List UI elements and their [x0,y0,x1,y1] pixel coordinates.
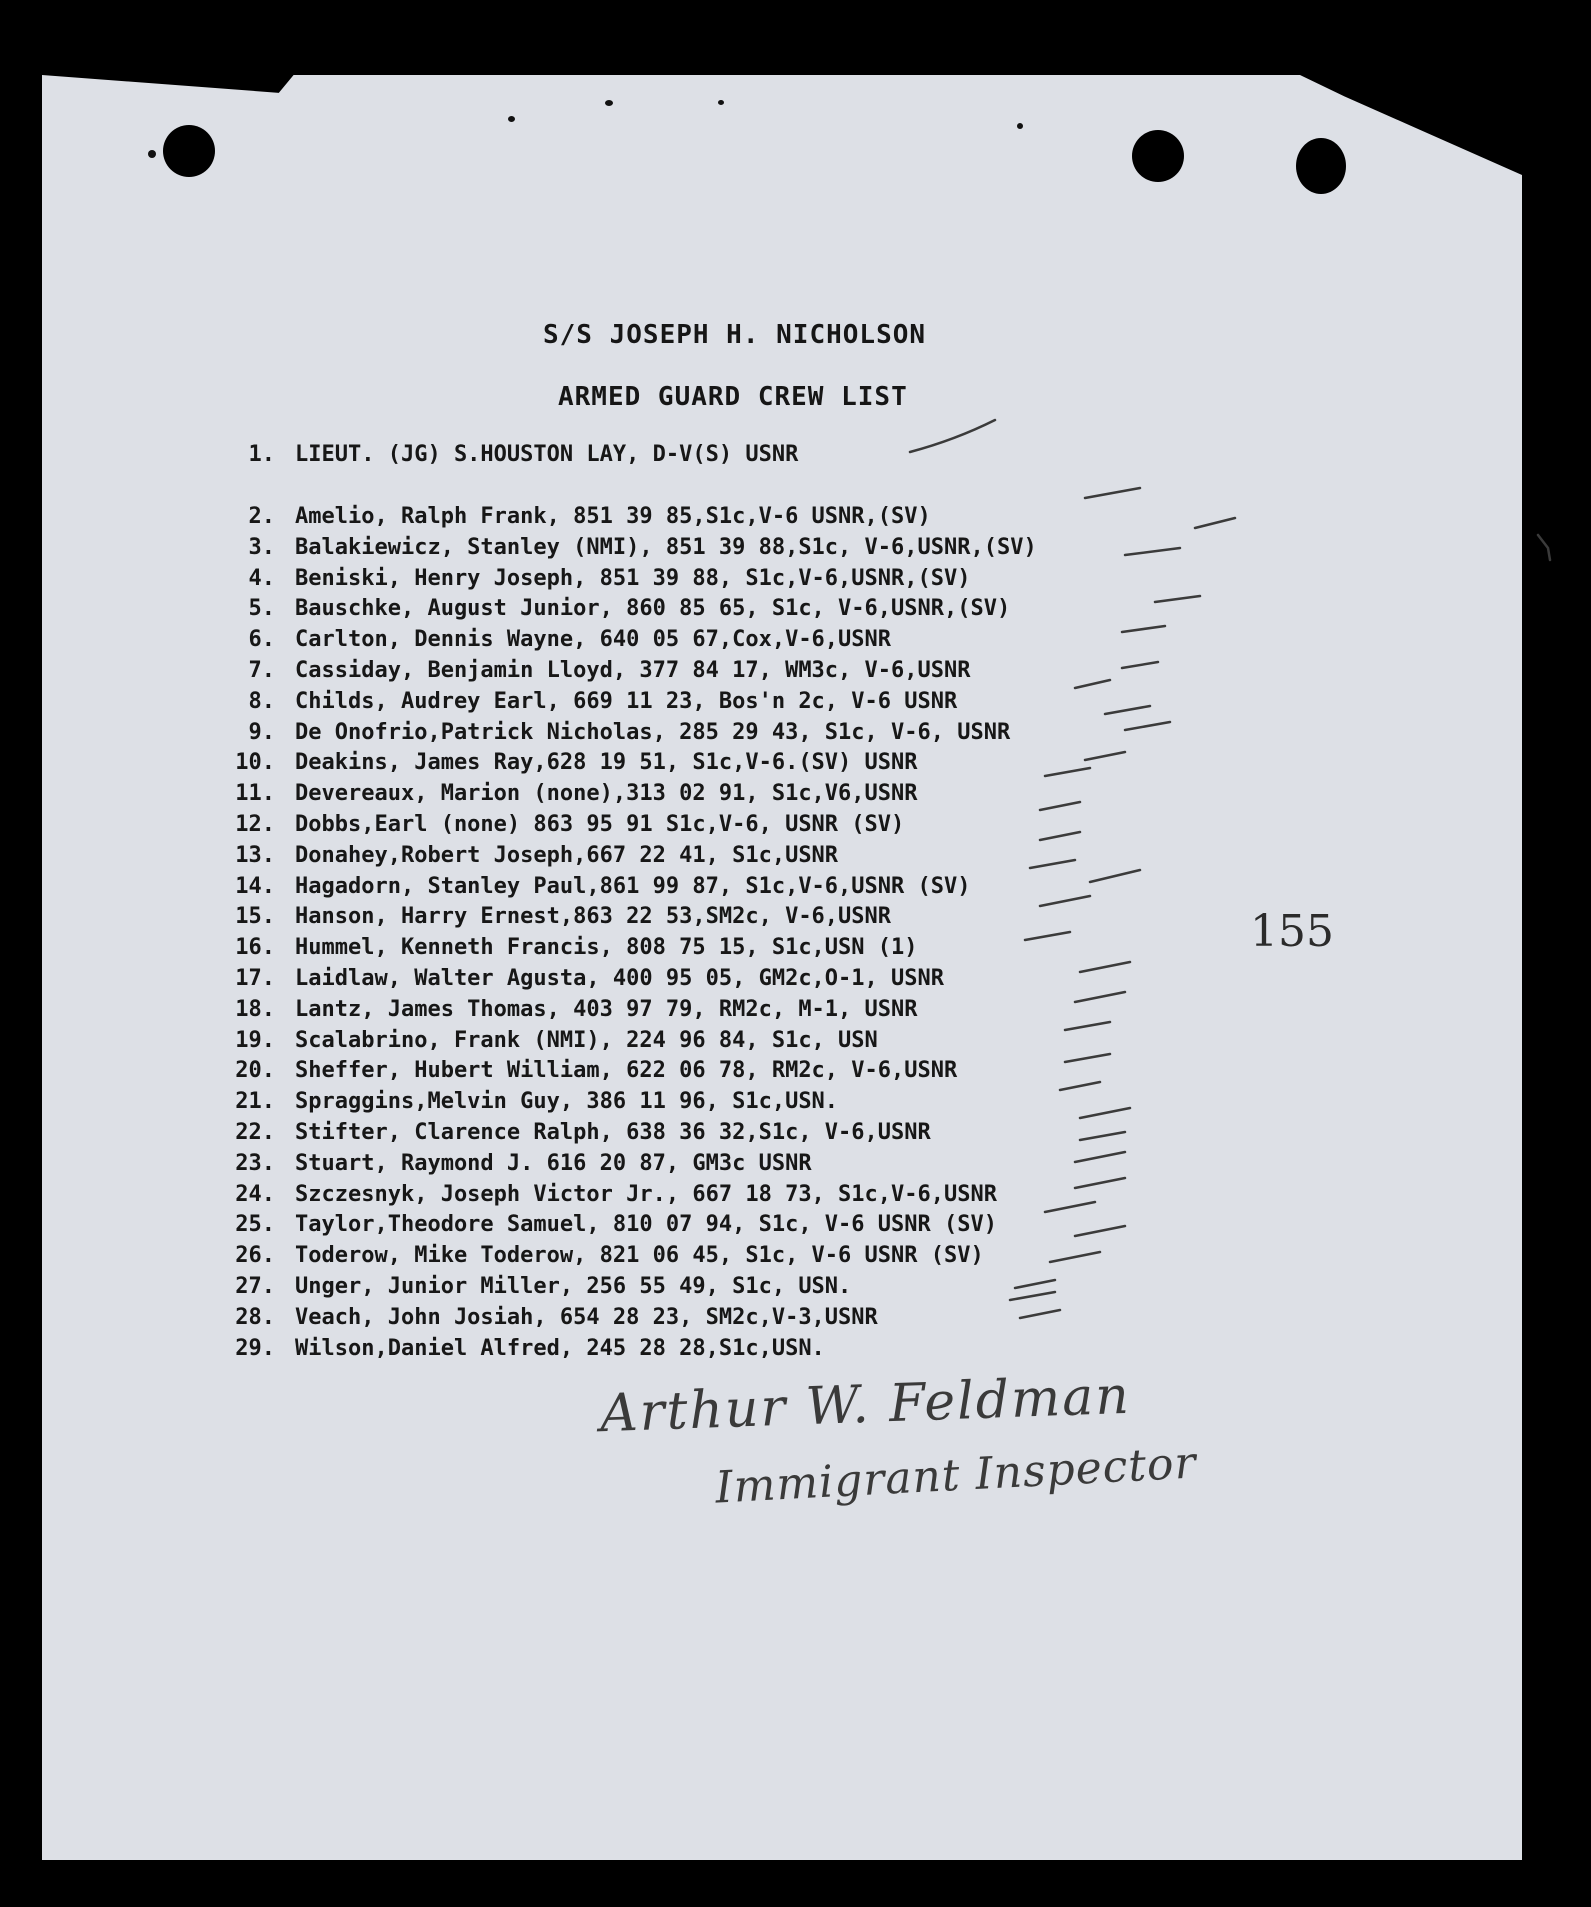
entry-text: Amelio, Ralph Frank, 851 39 85,S1c,V-6 USNR,(SV) [295,504,931,529]
entry-number: 18. [235,996,275,1022]
entry-text: Beniski, Henry Joseph, 851 39 88, S1c,V-6,USNR,(SV) [295,565,971,591]
entry-number: 2. [248,504,275,529]
entry-number: 22. [235,1120,275,1145]
entry-text: Wilson,Daniel Alfred, 245 28 28,S1c,USN. [295,1335,825,1361]
entry-text: Taylor,Theodore Samuel, 810 07 94, S1c, V-6 USNR (SV) [295,1212,997,1238]
entry-number: 26. [235,1243,275,1269]
entry-text: Hanson, Harry Ernest,863 22 53,SM2c, V-6,USNR [295,904,892,930]
entry-number: 1. [248,442,275,467]
entry-number: 11. [235,781,275,807]
entry-text: Carlton, Dennis Wayne, 640 05 67,Cox,V-6,USNR [295,627,892,653]
entry-text: Cassiday, Benjamin Lloyd, 377 84 17, WM3c, V-6,USNR [295,658,971,683]
entry-text: Szczesnyk, Joseph Victor Jr., 667 18 73, S1c,V-6,USNR [295,1181,997,1207]
entry-text: Scalabrino, Frank (NMI), 224 96 84, S1c, USN [295,1027,878,1053]
entry-text: Stuart, Raymond J. 616 20 87, GM3c USNR [295,1150,812,1176]
entry-number: 27. [235,1274,275,1299]
entry-text: Balakiewicz, Stanley (NMI), 851 39 88,S1c, V-6,USNR,(SV) [295,534,1037,560]
entry-text: Devereaux, Marion (none),313 02 91, S1c,V6,USNR [295,781,918,807]
entry-text: Donahey,Robert Joseph,667 22 41, S1c,USNR [295,842,839,868]
entry-text: Hagadorn, Stanley Paul,861 99 87, S1c,V-6,USNR (SV) [295,873,971,899]
entry-number: 6. [248,627,275,653]
entry-text: Sheffer, Hubert William, 622 06 78, RM2c, V-6,USNR [295,1058,958,1084]
entry-text: Lantz, James Thomas, 403 97 79, RM2c, M-1, USNR [295,996,918,1022]
signature-name: Arthur W. Feldman [599,1365,1132,1445]
entry-number: 5. [248,596,275,622]
entry-text: Spraggins,Melvin Guy, 386 11 96, S1c,USN. [295,1089,839,1115]
entry-number: 12. [235,812,275,837]
entry-text: Unger, Junior Miller, 256 55 49, S1c, USN. [295,1274,852,1299]
entry-text: Toderow, Mike Toderow, 821 06 45, S1c, V-6 USNR (SV) [295,1243,984,1269]
entry-number: 28. [235,1304,275,1330]
entry-number: 17. [235,966,275,991]
entry-number: 21. [235,1089,275,1115]
entry-number: 19. [235,1027,275,1053]
entry-number: 3. [248,534,275,560]
entry-number: 10. [235,750,275,776]
list-heading: ARMED GUARD CREW LIST [558,382,908,412]
entry-text: Childs, Audrey Earl, 669 11 23, Bos'n 2c, V-6 USNR [295,688,958,714]
entry-text: Hummel, Kenneth Francis, 808 75 15, S1c,USN (1) [295,935,918,961]
entry-number: 20. [235,1058,275,1084]
entry-number: 8. [248,688,275,714]
entry-number: 15. [235,904,275,930]
entry-text: Laidlaw, Walter Agusta, 400 95 05, GM2c,O-1, USNR [295,966,945,991]
entry-text: Veach, John Josiah, 654 28 23, SM2c,V-3,USNR [295,1304,878,1330]
entry-text: Stifter, Clarence Ralph, 638 36 32,S1c, V-6,USNR [295,1120,931,1145]
entry-number: 29. [235,1335,275,1361]
entry-number: 24. [235,1181,275,1207]
entry-number: 14. [235,873,275,899]
entry-text: Deakins, James Ray,628 19 51, S1c,V-6.(SV) USNR [295,750,918,776]
entry-number: 16. [235,935,275,961]
entry-text: Dobbs,Earl (none) 863 95 91 S1c,V-6, USNR (SV) [295,812,905,837]
entry-text: Bauschke, August Junior, 860 85 65, S1c, V-6,USNR,(SV) [295,596,1011,622]
entry-number: 13. [235,842,275,868]
entry-number: 25. [235,1212,275,1238]
ship-heading: S/S JOSEPH H. NICHOLSON [543,320,927,350]
entry-number: 9. [248,719,275,745]
entry-text: LIEUT. (JG) S.HOUSTON LAY, D-V(S) USNR [295,442,799,467]
entry-number: 7. [248,658,275,683]
entry-number: 4. [248,565,275,591]
entry-text: De Onofrio,Patrick Nicholas, 285 29 43, S1c, V-6, USNR [295,719,1011,745]
entry-number: 23. [235,1150,275,1176]
page-number: 155 [1250,906,1334,957]
signature-title: Immigrant Inspector [713,1437,1198,1514]
